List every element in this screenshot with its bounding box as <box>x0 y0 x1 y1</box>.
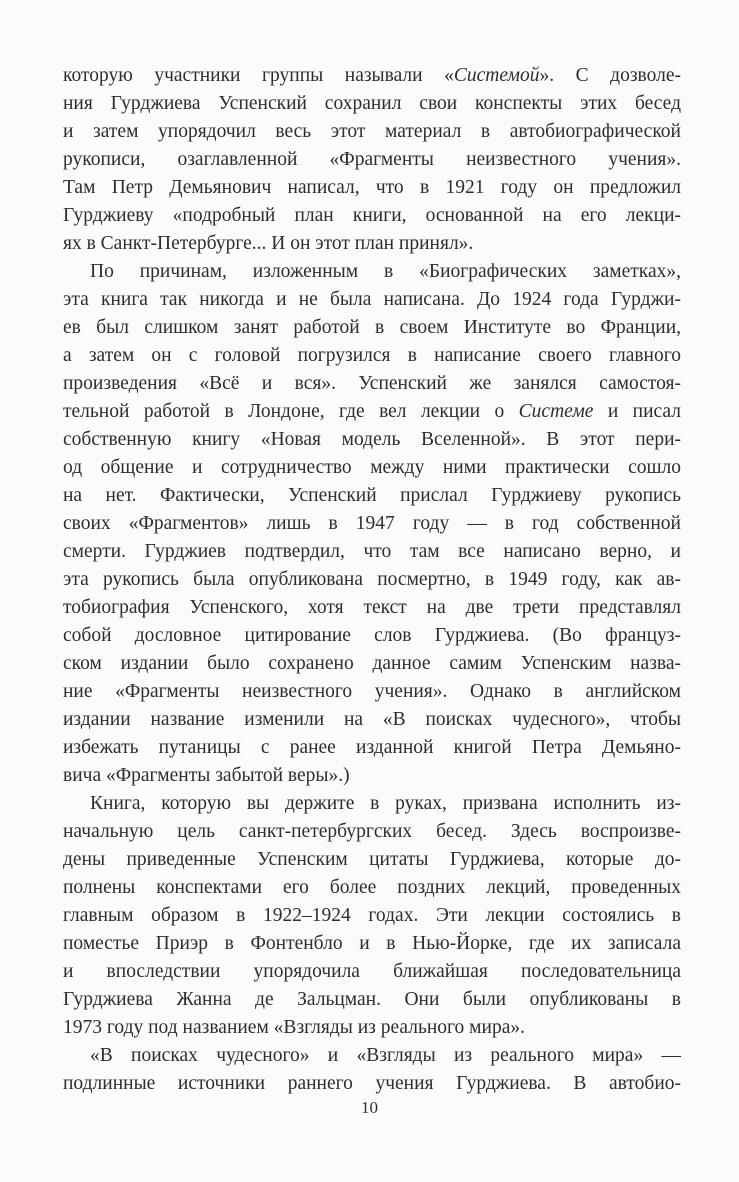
text-line: подлинные источники раннего учения Гурджиева. В автобио- <box>63 1073 681 1094</box>
italic-term: Системой <box>453 65 540 86</box>
text-line: собственную книгу «Новая модель Вселенной». В этот пери- <box>63 429 681 450</box>
text-line: и затем упорядочил весь этот материал в автобиографической <box>63 121 681 142</box>
text-line: од общение и сотрудничество между ними практически сошло <box>63 457 681 478</box>
text-line: своих «Фрагментов» лишь в 1947 году — в год собственной <box>63 513 681 534</box>
text-run: ». С дозволе- <box>539 65 681 86</box>
text-line: дены приведенные Успенским цитаты Гурджиева, которые до- <box>63 849 681 870</box>
text-line: 1973 году под названием «Взгляды из реального мира». <box>63 1017 525 1038</box>
italic-term: Системе <box>518 401 594 422</box>
text-line: издании название изменили на «В поисках чудесного», чтобы <box>63 709 681 730</box>
text-line: тобиография Успенского, хотя текст на две трети представлял <box>63 597 681 618</box>
text-line: на нет. Фактически, Успенский прислал Гурджиеву рукопись <box>63 485 681 506</box>
text-line: Гурджиева Жанна де Зальцман. Они были опубликованы в <box>63 989 681 1010</box>
text-line: поместье Приэр в Фонтенбло и в Нью-Йорке, где их записала <box>63 933 681 954</box>
text-line: произведения «Всё и вся». Успенский же занялся самостоя- <box>63 373 681 394</box>
text-line: и впоследствии упорядочила ближайшая последовательница <box>63 961 681 982</box>
text-line: «В поисках чудесного» и «Взгляды из реального мира» — <box>90 1045 681 1066</box>
paragraph <box>63 1042 681 1098</box>
paragraph <box>63 62 681 258</box>
text-line: Книга, которую вы держите в руках, призвана исполнить из- <box>90 793 681 814</box>
text-line: эта рукопись была опубликована посмертно, в 1949 году, как ав- <box>63 569 681 590</box>
body-text <box>63 62 681 1098</box>
paragraph <box>63 790 681 1042</box>
text-line: ние «Фрагменты неизвестного учения». Однако в английском <box>63 681 681 702</box>
text-line: эта книга так никогда и не была написана. До 1924 года Гурджи- <box>63 289 681 310</box>
text-line: ском издании было сохранено данное самим Успенским назва- <box>63 653 681 674</box>
text-line: ния Гурджиева Успенский сохранил свои конспекты этих бесед <box>63 93 681 114</box>
text-line: собой дословное цитирование слов Гурджиева. (Во француз- <box>63 625 681 646</box>
text-line: Там Петр Демьянович написал, что в 1921 году он предложил <box>63 177 681 198</box>
text-line: главным образом в 1922–1924 годах. Эти лекции состоялись в <box>63 905 681 926</box>
text-line: рукописи, озаглавленной «Фрагменты неизвестного учения». <box>63 149 681 170</box>
text-line: полнены конспектами его более поздних лекций, проведенных <box>63 877 681 898</box>
text-line: Гурджиеву «подробный план книги, основанной на его лекци- <box>63 205 681 226</box>
text-line: ев был слишком занят работой в своем Институте во Франции, <box>63 317 681 338</box>
text-line: вича «Фрагменты забытой веры».) <box>63 765 350 786</box>
text-line: смерти. Гурджиев подтвердил, что там все написано верно, и <box>63 541 681 562</box>
text-line <box>63 398 681 426</box>
text-line: избежать путаницы с ранее изданной книгой Петра Демьяно- <box>63 737 681 758</box>
text-line: ях в Санкт-Петербурге... И он этот план принял». <box>63 233 474 254</box>
paragraph <box>63 258 681 790</box>
text-run: которую участники группы называли « <box>63 65 454 86</box>
page-number: 10 <box>361 1098 378 1117</box>
text-line: По причинам, изложенным в «Биографических заметках», <box>90 261 681 282</box>
text-line <box>63 62 681 90</box>
text-run: и писал <box>593 401 681 422</box>
text-line: начальную цель санкт-петербургских бесед. Здесь воспроизве- <box>63 821 681 842</box>
text-run: тельной работой в Лондоне, где вел лекции о <box>63 401 519 422</box>
text-line: а затем он с головой погрузился в написание своего главного <box>63 345 681 366</box>
